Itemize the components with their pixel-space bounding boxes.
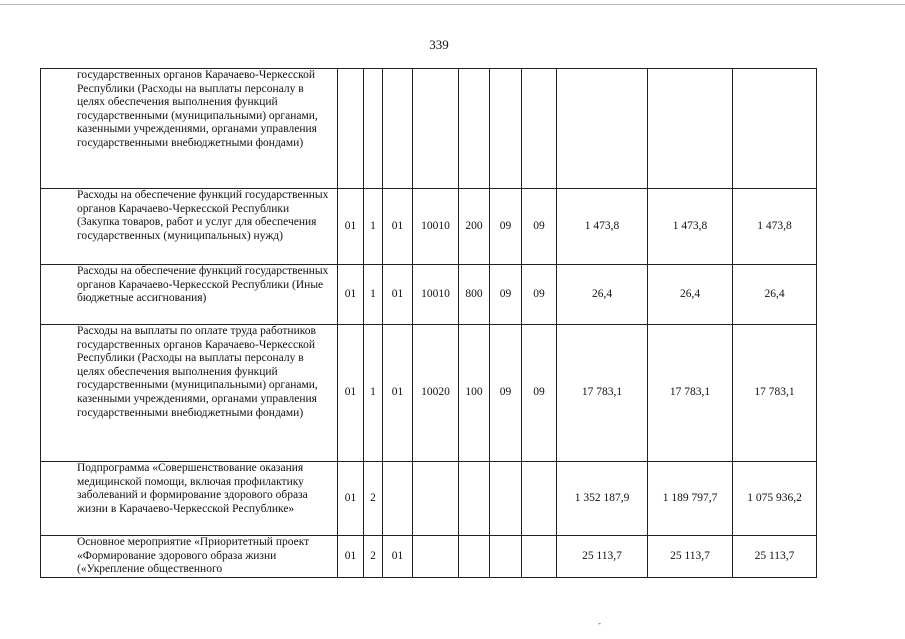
budget-table	[40, 68, 817, 578]
target-code	[413, 536, 459, 578]
chapter-code	[490, 69, 522, 189]
row-name: Расходы на обеспечение функций государственных органов Карачаево-Черкесской Республики (Иные бюджетные ассигнования)	[41, 265, 338, 325]
amount-year-3: 1 075 936,2	[733, 462, 817, 536]
amount-year-1: 1 352 187,9	[557, 462, 648, 536]
amount-year-2: 25 113,7	[648, 536, 733, 578]
amount-year-1: 1 473,8	[557, 189, 648, 265]
table-row	[41, 189, 817, 265]
expense-type-code	[459, 462, 490, 536]
chapter-code	[490, 536, 522, 578]
section-code: 01	[338, 536, 364, 578]
chapter-code	[490, 462, 522, 536]
subprogram-code	[383, 462, 413, 536]
expense-type-code: 200	[459, 189, 490, 265]
subprogram-code: 01	[383, 265, 413, 325]
chapter-code: 09	[490, 265, 522, 325]
subsection-code: 09	[522, 325, 557, 462]
subprogram-code: 01	[383, 325, 413, 462]
row-name: Основное мероприятие «Приоритетный проект «Формирование здорового образа жизни («Укрепление общественного	[41, 536, 338, 578]
section-code: 01	[338, 189, 364, 265]
program-code: 2	[364, 536, 383, 578]
section-code: 01	[338, 265, 364, 325]
amount-year-3	[733, 69, 817, 189]
amount-year-2: 17 783,1	[648, 325, 733, 462]
row-name: Подпрограмма «Совершенствование оказания медицинской помощи, включая профилактику заболеваний и формирование здорового образа жизни в Карачаево-Черкесской Республике»	[41, 462, 338, 536]
amount-year-2: 26,4	[648, 265, 733, 325]
chapter-code: 09	[490, 189, 522, 265]
subsection-code: 09	[522, 189, 557, 265]
expense-type-code: 100	[459, 325, 490, 462]
program-code: 2	[364, 462, 383, 536]
subprogram-code	[383, 69, 413, 189]
amount-year-3: 1 473,8	[733, 189, 817, 265]
program-code: 1	[364, 265, 383, 325]
program-code: 1	[364, 189, 383, 265]
amount-year-1: 25 113,7	[557, 536, 648, 578]
amount-year-1: 17 783,1	[557, 325, 648, 462]
subsection-code	[522, 69, 557, 189]
scan-top-edge	[0, 4, 905, 5]
table-row	[41, 265, 817, 325]
expense-type-code	[459, 536, 490, 578]
amount-year-3: 26,4	[733, 265, 817, 325]
section-code: 01	[338, 462, 364, 536]
target-code: 10020	[413, 325, 459, 462]
row-name: Расходы на обеспечение функций государственных органов Карачаево-Черкесской Республики (Закупка товаров, работ и услуг для обеспечения государственных (муниципальных) нужд)	[41, 189, 338, 265]
section-code	[338, 69, 364, 189]
target-code: 10010	[413, 265, 459, 325]
amount-year-2: 1 189 797,7	[648, 462, 733, 536]
table-row	[41, 325, 817, 462]
chapter-code: 09	[490, 325, 522, 462]
subprogram-code: 01	[383, 189, 413, 265]
amount-year-1	[557, 69, 648, 189]
subsection-code: 09	[522, 265, 557, 325]
subsection-code	[522, 462, 557, 536]
amount-year-1: 26,4	[557, 265, 648, 325]
row-name: Расходы на выплаты по оплате труда работников государственных органов Карачаево-Черкесской Республики (Расходы на выплаты персоналу в целях обеспечения выполнения функций государственными (муниципальными) органами, казенными учреждениями, органами управления государственными внебюджетными фондами)	[41, 325, 338, 462]
target-code: 10010	[413, 189, 459, 265]
program-code	[364, 69, 383, 189]
section-code: 01	[338, 325, 364, 462]
amount-year-2	[648, 69, 733, 189]
amount-year-2: 1 473,8	[648, 189, 733, 265]
subprogram-code: 01	[383, 536, 413, 578]
table-row	[41, 536, 817, 578]
amount-year-3: 17 783,1	[733, 325, 817, 462]
scan-artifact-mark: -	[598, 618, 601, 628]
table-row	[41, 69, 817, 189]
expense-type-code	[459, 69, 490, 189]
page-number: 339	[429, 37, 449, 52]
expense-type-code: 800	[459, 265, 490, 325]
program-code: 1	[364, 325, 383, 462]
target-code	[413, 69, 459, 189]
amount-year-3: 25 113,7	[733, 536, 817, 578]
table-row	[41, 462, 817, 536]
row-name: государственных органов Карачаево-Черкесской Республики (Расходы на выплаты персоналу в целях обеспечения выполнения функций государственными (муниципальными) органами, казенными учреждениями, органами управления государственными внебюджетными фондами)	[41, 69, 338, 189]
subsection-code	[522, 536, 557, 578]
target-code	[413, 462, 459, 536]
